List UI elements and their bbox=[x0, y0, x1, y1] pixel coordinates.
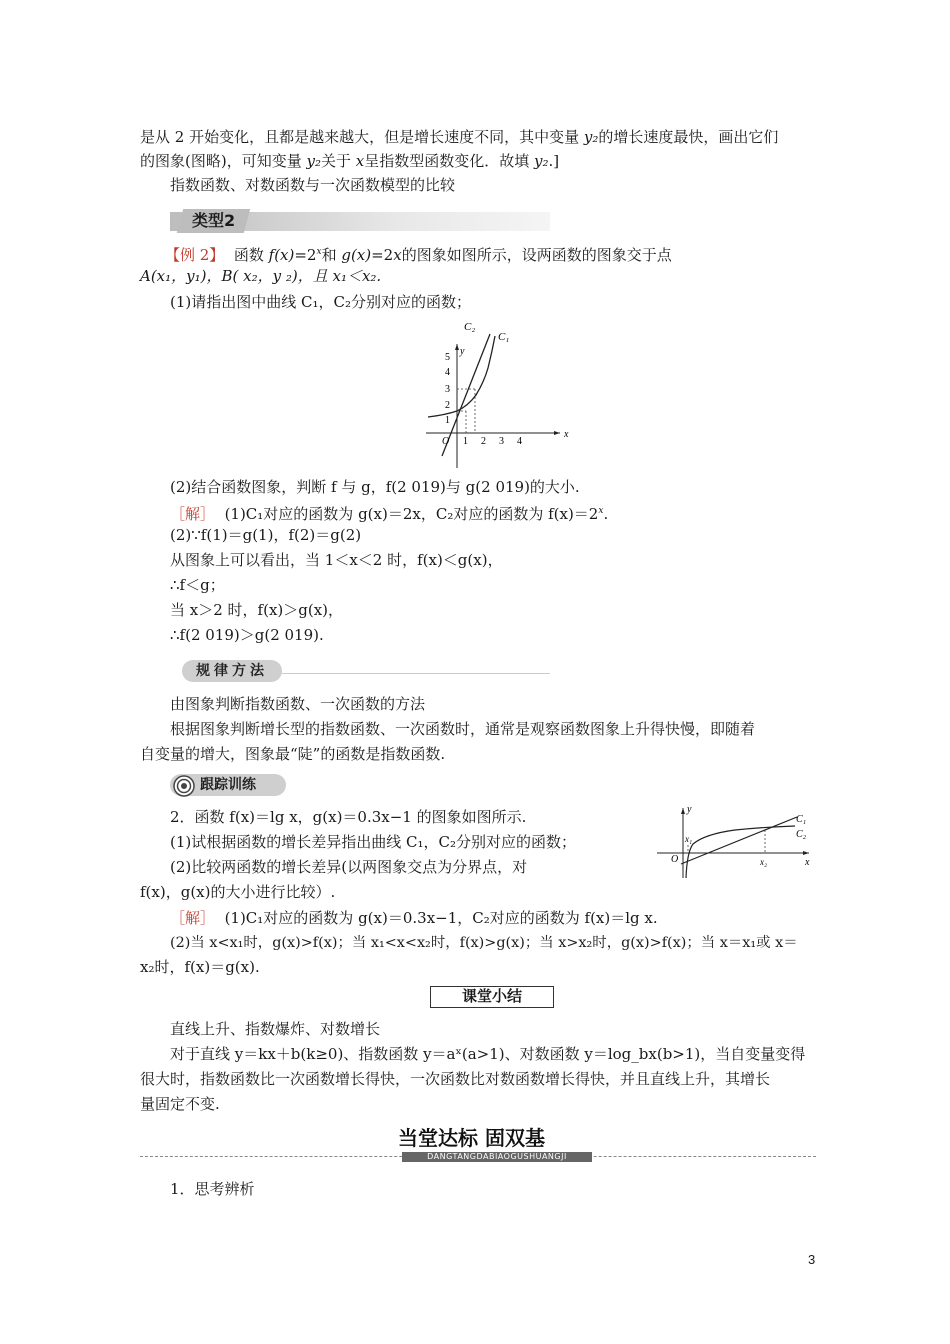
track-banner: 跟踪训练 bbox=[170, 774, 288, 798]
solution-line-5: 当 x＞2 时，f(x)＞g(x)， bbox=[170, 601, 344, 619]
intro-line-2: 的图象(图略)，可知变量 y₂关于 x呈指数型函数变化．故填 y₂.] bbox=[140, 152, 560, 170]
example-line-1: 【例 2】 函数 $f(x)=2^x$和 g(x)=2x的图象如图所示，设两函数的图象交于点 bbox=[165, 246, 672, 264]
curve-c2 bbox=[686, 826, 795, 878]
graph-exp-vs-linear bbox=[420, 316, 570, 474]
label-c2: C₂ bbox=[464, 321, 476, 333]
x1-label: x₁ bbox=[685, 834, 693, 844]
bottom-banner bbox=[140, 1125, 816, 1165]
example-line-2: A(x₁，y₁)，B( x₂，y ₂)，且 x₁＜x₂. bbox=[140, 267, 382, 285]
y-axis-label: y bbox=[687, 804, 692, 815]
y-tick: 1 bbox=[445, 415, 450, 426]
bottom-banner-sub: DANGTANGDABIAOGUSHUANGJI bbox=[402, 1152, 592, 1162]
practice-line-1: 1．思考辨析 bbox=[170, 1180, 255, 1198]
y-tick: 3 bbox=[445, 384, 450, 395]
exercise-line-4: f(x)，g(x)的大小进行比较）. bbox=[140, 883, 336, 901]
method-title: 由图象判断指数函数、一次函数的方法 bbox=[170, 695, 426, 713]
y-axis-label: y bbox=[460, 346, 465, 357]
label-c1: C₁ bbox=[498, 331, 510, 343]
exercise-line-2: (1)试根据函数的增长差异指出曲线 C₁，C₂分别对应的函数； bbox=[170, 833, 576, 851]
question-1: (1)请指出图中曲线 C₁，C₂分别对应的函数； bbox=[170, 293, 471, 311]
label-c1: C₁ bbox=[796, 814, 807, 825]
type-banner: 类型2 bbox=[170, 209, 550, 233]
y-tick: 2 bbox=[445, 400, 450, 411]
exercise-line-3: (2)比较两函数的增长差异(以两图象交点为分界点，对 bbox=[170, 858, 528, 876]
exercise-solution-3: x₂时，f(x)＝g(x). bbox=[140, 958, 260, 976]
method-body-1: 根据图象判断增长型的指数函数、一次函数时，通常是观察函数图象上升得快慢，即随着 bbox=[170, 720, 756, 738]
graph-log-vs-linear bbox=[655, 802, 815, 880]
method-body-2: 自变量的增大，图象最“陡”的函数是指数函数. bbox=[140, 745, 446, 763]
question-2: (2)结合函数图象，判断 f 与 g，f(2 019)与 g(2 019)的大小. bbox=[170, 478, 580, 496]
solution-line-2: (2)∵f(1)＝g(1)，f(2)＝g(2) bbox=[170, 526, 362, 544]
origin-label: O bbox=[671, 854, 679, 865]
method-banner: 规律方法 bbox=[170, 659, 550, 685]
x-tick: 4 bbox=[517, 436, 522, 447]
exercise-solution-2: (2)当 x<x₁时，g(x)>f(x)；当 x₁<x<x₂时，f(x)>g(x)；当 x>x₂时，g(x)>f(x)；当 x＝x₁或 x＝ bbox=[170, 935, 798, 951]
solution-line-1: ［解］ (1)C₁对应的函数为 g(x)＝2x，C₂对应的函数为 $f(x)=2^x$. bbox=[170, 505, 609, 523]
bottom-banner-title: 当堂达标 固双基 bbox=[398, 1126, 545, 1150]
solution-line-4: ∴f＜g； bbox=[170, 576, 225, 594]
origin-label: O bbox=[442, 436, 450, 447]
solution-line-3: 从图象上可以看出，当 1＜x＜2 时，f(x)＜g(x)， bbox=[170, 551, 503, 569]
summary-line-4: 量固定不变. bbox=[140, 1095, 220, 1113]
page-number: 3 bbox=[808, 1252, 816, 1267]
y-tick: 5 bbox=[445, 352, 450, 363]
x-axis-label: x bbox=[564, 429, 569, 440]
target-icon bbox=[173, 775, 195, 797]
exercise-solution-1: ［解］ (1)C₁对应的函数为 g(x)＝0.3x−1，C₂对应的函数为 f(x)＝lg x. bbox=[170, 909, 658, 927]
intro-line-1: 是从 2 开始变化，且都是越来越大，但是增长速度不同，其中变量 y₂的增长速度最快，画出它们 bbox=[140, 128, 779, 146]
y-tick: 4 bbox=[445, 367, 450, 378]
label-c2: C₂ bbox=[796, 829, 807, 840]
summary-line-1: 直线上升、指数爆炸、对数增长 bbox=[170, 1020, 381, 1038]
x2-label: x₂ bbox=[760, 857, 768, 867]
x-tick: 1 bbox=[463, 436, 468, 447]
summary-line-2: 对于直线 y＝kx＋b(k≥0)、指数函数 y＝aˣ(a>1)、对数函数 y＝log_bx(b>1)，当自变量变得 bbox=[170, 1045, 806, 1063]
section-heading: 指数函数、对数函数与一次函数模型的比较 bbox=[170, 176, 456, 194]
summary-banner: 课堂小结 bbox=[430, 986, 554, 1010]
x-tick: 2 bbox=[481, 436, 486, 447]
summary-line-3: 很大时，指数函数比一次函数增长得快，一次函数比对数函数增长得快，并且直线上升，其增长 bbox=[140, 1070, 771, 1088]
x-tick: 3 bbox=[499, 436, 504, 447]
x-axis-label: x bbox=[805, 857, 810, 868]
exercise-line-1: 2．函数 f(x)＝lg x，g(x)＝0.3x−1 的图象如图所示. bbox=[170, 808, 527, 826]
solution-line-6: ∴f(2 019)＞g(2 019). bbox=[170, 626, 324, 644]
